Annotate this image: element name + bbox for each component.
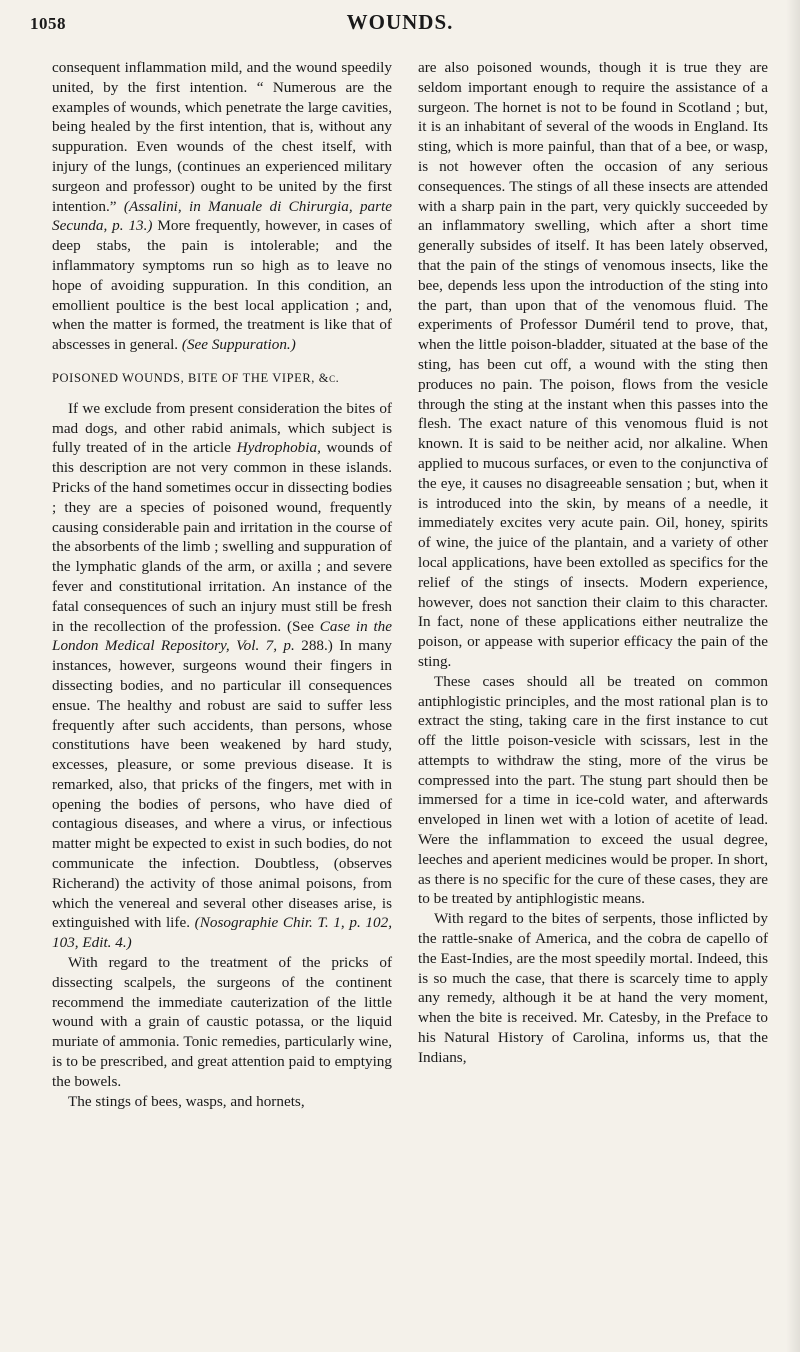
paragraph: With regard to the treatment of the pricks of dissecting scalpels, the surgeons of the continent recommend the immediate cauterization of the little wound with a grain of caustic potassa, or the liquid muriate of ammonia. Tonic remedies, particularly wine, is to be prescribed, and great attention paid to emptying the bowels. [52,954,392,1090]
citation: (Nosographie Chir. T. 1, p. 102, 103, Edit. 4.) [52,914,392,952]
page-number: 1058 [30,14,66,33]
paragraph: The stings of bees, wasps, and hornets, [68,1092,305,1110]
paragraph-text: wounds of this description are not very common in these islands. Pricks of the hand sometimes occur in dissecting bodies ; they are a species of poisoned wound, frequently causing considerable pain and irritation in the course of the absorbents of the limb ; swelling and suppuration of the lymphatic glands of the arm, or axilla ; and severe fever and constitutional irritation. An instance of the fatal consequences of such an injury must still be fresh in the recollection of the profession. (See [52,439,393,635]
paragraph-text: 288.) In many instances, however, surgeons wound their fingers in dissecting bodies, and no particular ill consequences ensue. The healthy and robust are said to suffer less frequently after such accidents, than persons, whose constitutions have been weakened by hard study, excesses, pleasure, or some previous disease. It is remarked, also, that pricks of the fingers, met with in opening the bodies of persons, who have died of contagious diseases, and where a virus, or infectious matter might be expected to exist in such bodies, do not communicate the infection. Doubtless, (observes Richerand) the activity of those animal poisons, from which the venereal and several other diseases arise, is extinguished with life. [52,637,393,932]
paragraph-text: More frequently, however, in cases of deep stabs, the pain is intolerable; and the inflammatory symptoms run so high as to leave no hope of avoiding suppuration. In this condition, an emollient poultice is the best local application ; and, when the matter is formed, the treatment is like that of abscesses in general. [52,217,392,354]
paragraph [52,58,392,355]
running-title: WOUNDS. [346,10,454,34]
right-column [418,58,768,1068]
citation: (Assalini, in Manuale di Chirurgia, parte Secunda, p. 13.) [52,197,393,235]
paragraph-text: consequent inflammation mild, and the wound speedily united, by the first intention. “ Numerous are the examples of wounds, which penetrate the large cavities, being healed by the first intention, that is, without any suppuration. Even wounds of the chest itself, with injury of the lungs, (continues an experienced military surgeon and professor) ought to be united by the first intention.” [52,59,392,215]
paragraph: These cases should all be treated on common antiphlogistic principles, and the most rational plan is to extract the sting, taking care in the first instance to cut off the little poison-vesicle with scissars, lest in the attempts to withdraw the sting, more of the virus be compressed into the part. The stung part should then be immersed for a time in ice-cold water, and afterwards enveloped in linen wet with a lotion of acetite of lead. Were the inflammation to exceed the usual degree, leeches and aperient medicines would be proper. In short, as there is no specific for the cure of these cases, they are to be treated by antiphlogistic means. [418,672,768,908]
paragraph: are also poisoned wounds, though it is true they are seldom important enough to require the assistance of a surgeon. The hornet is not to be found in Scotland ; but, it is an inhabitant of several of the woods in England. Its sting, which is more painful, than that of a bee, or wasp, is not however often the occasion of any serious consequences. The stings of all these insects are attended with a sharp pain in the part, very quickly succeeded by an inflammatory swelling, which after a short time generally subsides of itself. It has been lately observed, that the pain of the stings of venomous insects, like the bee, depends less upon the introduction of the sting into the part, than upon that of the venomous fluid. The experiments of Professor Duméril tend to prove, that, when the little poison-bladder, situated at the base of the sting, has been cut off, a wound with the sting then produces no pain. The poison, flows from the vesicle through the sting at the instant when this passes into the flesh. The exact nature of this venomous fluid is not known. It is said to be neither acid, nor alkaline. When applied to mucous surfaces, or even to the conjunctiva of the eye, it causes no disagreeable sensation ; but, when it is introduced into the skin, by means of a needle, it immediately excites very acute pain. Oil, honey, spirits of wine, the juice of the plantain, and a variety of other local applications, have been extolled as specifics for the relief of the stings of insects. Modern experience, however, does not sanction their claim to this character. In fact, none of these applications either neutralize the poison, or appease with superior efficacy the pain of the sting. [418,59,768,670]
citation: Case in the London Medical Repository, Vol. 7, p. [52,617,393,655]
paragraph: With regard to the bites of serpents, those inflicted by the rattle-snake of America, and the cobra de capello of the East-Indies, are the most speedily mortal. Indeed, this is so much the case, that there is scarcely time to apply any remedy, although it be at hand the very moment, when the bite is received. Mr. Catesby, in the Preface to his Natural History of Carolina, informs us, that the Indians, [418,910,768,1066]
left-column [52,58,392,1111]
paragraph-text: If we exclude from present consideration the bites of mad dogs, and other rabid animals, which subject is fully treated of in the article [52,399,392,457]
article-reference: Hydrophobia, [236,439,321,457]
paragraph [52,399,392,953]
section-heading: POISONED WOUNDS, BITE OF THE VIPER, &c. [52,370,340,385]
page-edge-shadow [786,0,800,1352]
cross-reference: (See Suppuration.) [181,336,296,354]
